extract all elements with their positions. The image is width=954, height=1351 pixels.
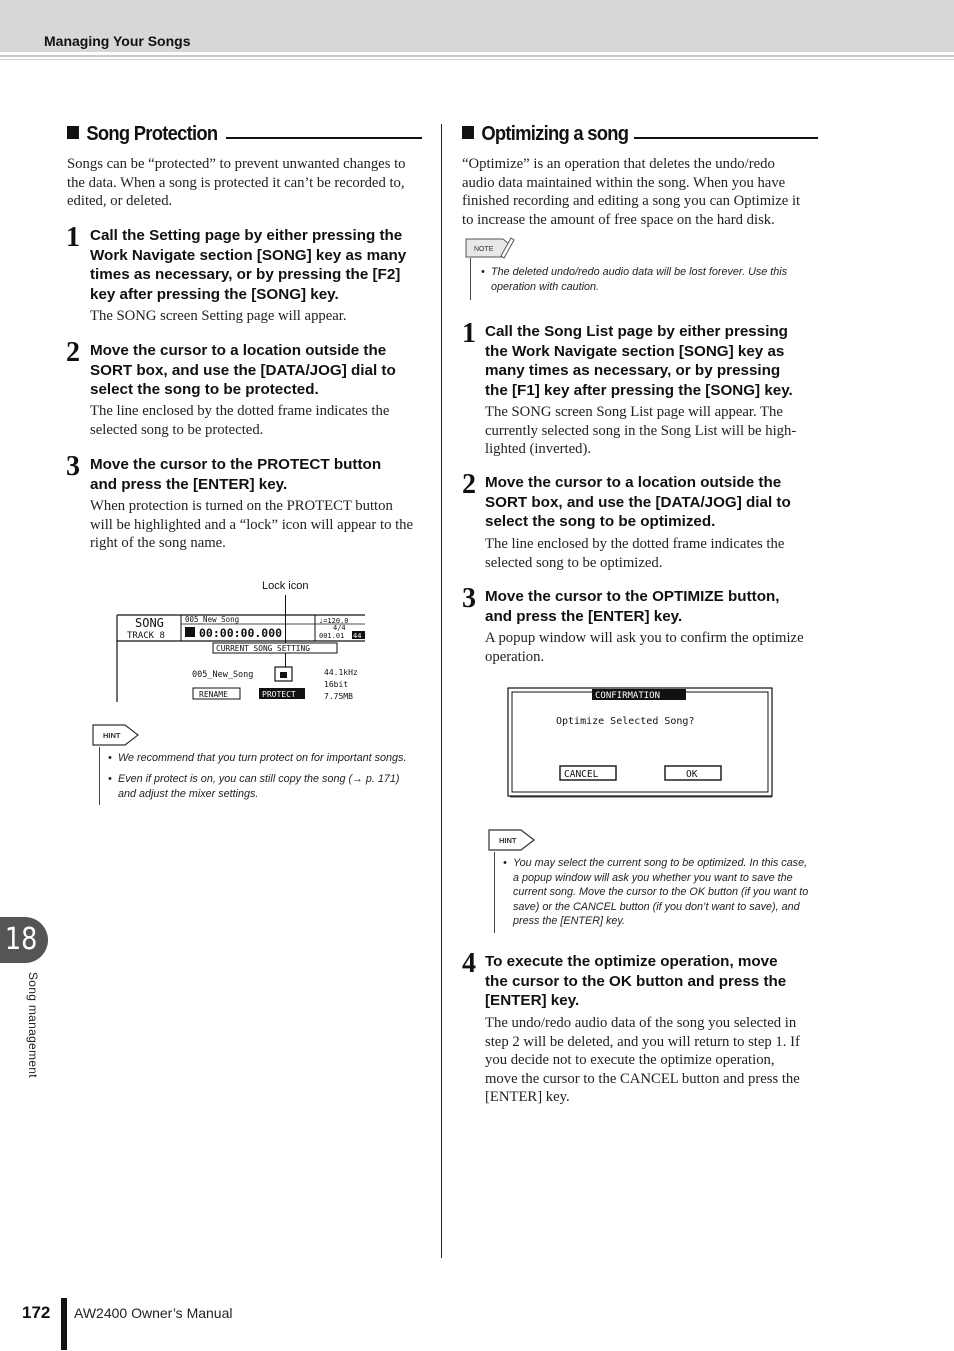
text-line: times as necessary, or by pressing the [F2] <box>90 266 401 283</box>
dialog-cancel-button: CANCEL <box>564 769 599 780</box>
step-title <box>90 226 406 304</box>
text-line: [ENTER] key. <box>485 1089 570 1106</box>
section-heading-optimizing <box>462 123 628 146</box>
step-body <box>90 402 389 439</box>
text-line: Songs can be “protected” to prevent unwanted changes to <box>67 156 406 172</box>
lcd-setting-screen <box>115 612 367 704</box>
step-title <box>485 473 791 532</box>
text-line: SORT box, and use the [DATA/JOG] dial to <box>90 361 396 379</box>
text-line: select the song to be optimized. <box>485 513 716 530</box>
text-line: step 2 will be deleted, and you will return to step 1. If <box>485 1033 800 1050</box>
header-title: Managing Your Songs <box>44 33 191 49</box>
lcd-tempo: ♩=120.0 <box>319 617 349 625</box>
text-line: A popup window will ask you to confirm the optimize <box>485 630 804 646</box>
text-line: currently selected song in the Song List will be high- <box>485 422 797 439</box>
text-line: lighted (inverted). <box>485 441 592 458</box>
text-line: key after pressing the [SONG] key. <box>90 285 339 303</box>
intro-paragraph <box>462 155 800 229</box>
step-number: 4 <box>462 948 476 979</box>
text-line: Call the Setting page by either pressing the <box>90 227 403 244</box>
text-line: We recommend that you turn protect on for important songs. <box>118 752 407 764</box>
text-line: selected song to be protected. <box>90 421 264 438</box>
lcd-rate: 44.1kHz <box>324 668 358 677</box>
text-line: right of the song name. <box>90 535 226 552</box>
column-separator <box>441 124 442 1258</box>
text-line: The line enclosed by the dotted frame indicates the <box>90 403 390 419</box>
note-text <box>491 265 787 294</box>
lcd-lock-icon <box>185 627 195 637</box>
lcd-protect-button: PROTECT <box>262 690 296 699</box>
text-line: Move the cursor to the OPTIMIZE button, <box>485 588 780 605</box>
step-number: 3 <box>462 583 476 614</box>
text-line: current song. Move the cursor to the OK button (if you want to <box>513 886 809 898</box>
lcd-size: 7.75MB <box>324 692 353 701</box>
text-line: operation with caution. <box>491 280 600 293</box>
text-line: a popup window will ask you whether you want to save the <box>513 871 793 884</box>
lcd-rename-button: RENAME <box>199 690 228 699</box>
text-line: Move the cursor to a location outside the <box>90 342 387 359</box>
step-title <box>485 587 779 626</box>
step-number: 1 <box>66 222 80 253</box>
dialog-title: CONFIRMATION <box>595 691 661 701</box>
hint-item: • <box>108 752 112 764</box>
text-line: audio data maintained within the song. When you have <box>462 174 786 191</box>
text-line: and adjust the mixer settings. <box>118 787 259 800</box>
header-bar <box>0 0 954 52</box>
intro-paragraph <box>67 155 406 211</box>
text-line: To execute the optimize operation, move <box>485 953 778 970</box>
text-line: to increase the amount of free space on the hard disk. <box>462 211 775 228</box>
text-line: Move the cursor to the PROTECT button <box>90 456 382 473</box>
text-line: and press the [ENTER] key. <box>485 607 683 625</box>
heading-square-icon <box>462 126 474 139</box>
hint-item: • <box>108 773 112 785</box>
lcd-num: 44 <box>353 632 362 640</box>
chapter-label: Song management <box>26 972 40 1078</box>
lcd-song-label: SONG <box>135 616 164 630</box>
text-line: move the cursor to the CANCEL button and press the <box>485 1070 800 1087</box>
text-line: will be highlighted and a “lock” icon will appear to the <box>90 516 414 533</box>
step-body <box>485 629 804 666</box>
lcd-track-label: TRACK 8 <box>127 631 165 641</box>
section-heading-song-protection <box>67 123 217 146</box>
text-line: the data. When a song is protected it can’t be recorded to, <box>67 174 405 191</box>
step-title <box>90 455 381 494</box>
text-line: Work Navigate section [SONG] key as many <box>90 246 407 264</box>
header-rule-thin <box>0 59 954 60</box>
step-body <box>90 307 347 326</box>
text-line: When protection is turned on the PROTECT button <box>90 498 393 514</box>
text-line: Call the Song List page by either pressing <box>485 323 788 340</box>
text-line: The SONG screen Song List page will appear. The <box>485 404 783 420</box>
lcd-song-name-2: 005_New_Song <box>192 670 254 680</box>
text-line: The line enclosed by the dotted frame indicates the <box>485 536 785 552</box>
header-rule <box>0 55 954 57</box>
heading-square-icon <box>67 126 79 139</box>
text-line: the cursor to the OK button and press the <box>485 972 787 990</box>
text-line: the [F1] key after pressing the [SONG] key. <box>485 381 793 399</box>
chapter-tab <box>0 917 48 963</box>
lcd-lock-icon-protected <box>280 672 287 678</box>
heading-text: Song Protection <box>86 123 218 145</box>
note-label: NOTE <box>474 246 494 253</box>
text-line: the Work Navigate section [SONG] key as <box>485 342 785 360</box>
step-number: 2 <box>462 469 476 500</box>
lcd-bits: 16bit <box>324 680 349 689</box>
step-number: 3 <box>66 451 80 482</box>
page-number: 172 <box>22 1303 51 1322</box>
hint-arrow-icon <box>92 721 142 749</box>
hint-text <box>513 856 808 929</box>
text-line: The deleted undo/redo audio data will be lost forever. Use this <box>491 266 788 278</box>
step-body <box>90 497 413 553</box>
text-line: The undo/redo audio data of the song you selected in <box>485 1015 797 1031</box>
hint-label: HINT <box>499 836 517 845</box>
heading-rule <box>634 137 818 139</box>
hint-bullet: • <box>503 857 507 869</box>
step-title <box>485 322 793 400</box>
heading-text: Optimizing a song <box>481 123 629 145</box>
text-line: finished recording and editing a song you can Optimize it <box>462 193 801 210</box>
hint-text <box>118 772 399 801</box>
step-body <box>485 403 796 459</box>
text-line: selected song to be optimized. <box>485 554 663 571</box>
lcd-time: 00:00:00.000 <box>199 626 283 640</box>
hint-side-rule <box>99 747 100 805</box>
text-line: save) or the CANCEL button (if you don’t want to save), and <box>513 900 800 913</box>
lcd-confirmation-dialog <box>506 686 776 800</box>
hint-label: HINT <box>103 731 121 740</box>
text-line: Move the cursor to a location outside the <box>485 474 782 491</box>
text-line: operation. <box>485 648 545 665</box>
lcd-bar: 001.01 <box>319 632 345 640</box>
step-title <box>90 341 396 400</box>
text-line: [ENTER] key. <box>485 992 580 1009</box>
heading-rule <box>226 137 422 139</box>
text-line: “Optimize” is an operation that deletes the undo/redo <box>462 156 775 172</box>
dialog-ok-button: OK <box>686 769 698 780</box>
text-line: many times as necessary, or by pressing <box>485 362 781 379</box>
lock-icon-caption: Lock icon <box>262 580 309 592</box>
hint-side-rule <box>494 852 495 933</box>
note-side-rule <box>470 258 471 300</box>
step-body <box>485 535 784 572</box>
text-line: edited, or deleted. <box>67 193 173 210</box>
note-pencil-icon <box>465 236 515 260</box>
lcd-tab-label: CURRENT SONG SETTING <box>216 644 310 653</box>
lcd-meter: 4/4 <box>333 624 346 632</box>
dialog-message: Optimize Selected Song? <box>556 716 695 727</box>
note-bullet: • <box>481 266 485 278</box>
step-number: 1 <box>462 318 476 349</box>
chapter-number: 18 <box>4 922 38 957</box>
text-line: select the song to be protected. <box>90 381 319 398</box>
step-title <box>485 952 786 1011</box>
hint-text <box>118 751 406 766</box>
text-line: you decide not to execute the optimize operation, <box>485 1052 775 1069</box>
footer-manual-title: AW2400 Owner’s Manual <box>74 1305 233 1321</box>
hint-arrow-icon <box>488 826 538 854</box>
step-body <box>485 1014 800 1107</box>
text-line: and press the [ENTER] key. <box>90 475 288 493</box>
text-line: press the [ENTER] key. <box>513 915 626 927</box>
text-line: The SONG screen Setting page will appear. <box>90 308 347 324</box>
step-number: 2 <box>66 337 80 368</box>
text-line: You may select the current song to be optimized. In this case, <box>513 857 808 869</box>
text-line: SORT box, and use the [DATA/JOG] dial to <box>485 493 791 511</box>
lcd-song-name: 005_New_Song <box>185 615 240 624</box>
footer-bar <box>61 1298 67 1350</box>
text-line: Even if protect is on, you can still copy the song (→ p. 171) <box>118 773 400 785</box>
